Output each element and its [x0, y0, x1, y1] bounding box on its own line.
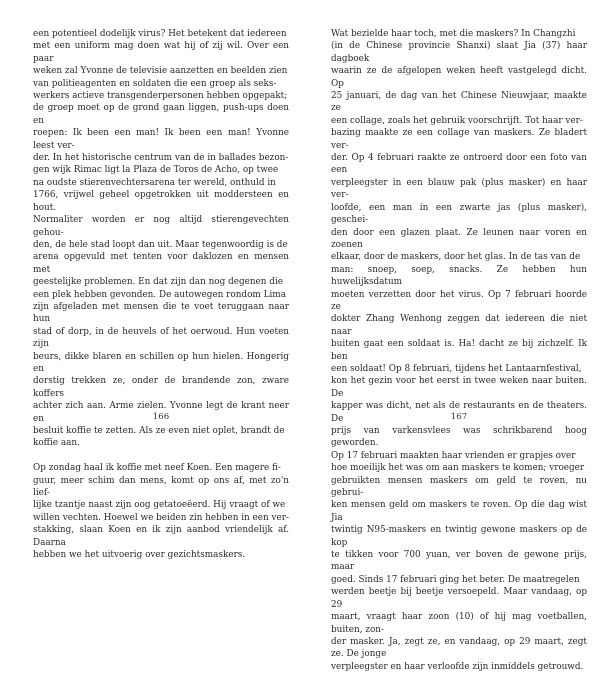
left-page-number: 166 [152, 412, 170, 422]
left-page [33, 28, 289, 561]
right-page-number: 167 [450, 412, 468, 422]
right-paragraph-1: Wat bezielde haar toch, met die maskers? In Changzhi (in de Chinese provincie Shanxi) slaat Jia (37) haar dagboek waarin ze de afgelopen weken heeft vastgelegd dicht. Op 25 januari, de dag van het Chinese Nieuwjaar, maakte ze een collage, zoals het gebruik voorschrijft. Tot haar ver- bazing maakte ze een collage van maskers. Ze bladert ver- der. Op 4 februari raakte ze ontroerd door een foto van een verpleegster in een blauw pak (plus masker) en haar ver- loofde, een man in een zwarte jas (plus masker), geschei- den door een glazen plaat. Ze leunen naar voren en zoenen elkaar, door de maskers, door het glas. In de tas van de man: snoep, soep, snacks. Ze hebben hun huwelijksdatum moeten verzetten door het virus. Op 7 februari hoorde ze dokter Zhang Wenhong zeggen dat iedereen die niet naar buiten gaat een soldaat is. Ha! dacht ze bij zichzelf. Ik ben een soldaat! Op 8 februari, tijdens het Lantaarnfestival, kon het gezin voor het eerst in twee weken naar buiten. De kapper was dicht, net als de restaurants en de theaters. De prijs van varkensvlees was schrikbarend hoog geworden. Op 17 februari maakten haar vrienden er grapjes over hoe moeilijk het was om aan maskers te komen; vroeger gebruikten mensen maskers om geld te roven, nu gebrui- ken mensen geld om maskers te roven. Op die dag wist Jia twintig N95-maskers en twintig gewone maskers op de kop te tikken voor 700 yuan, ver boven de gewone prijs, maar goed. Sinds 17 februari ging het beter. De maatregelen werden beetje bij beetje versoepeld. Maar vandaag, op 29 maart, vraagt haar zoon (10) of hij mag voetballen, buiten, zon- der masker. Ja, zegt ze, en vandaag, op 29 maart, zegt ze. De jonge verpleegster en haar verloofde zijn inmiddels getrouwd. [331, 29, 587, 672]
left-paragraph-1: een potentieel dodelijk virus? Het betekent dat iedereen met een uniform mag doen wat hij of zij wil. Over een paar weken zal Yvonne de televisie aanzetten en beelden zien van politieagenten en soldaten die een groep als seks- werkers actieve transgenderpersonen hebben opgepakt; de groep moet op de grond gaan liggen, push-ups doen en roepen: Ik been een man! Ik been een man! Yvonne leest ver- der. In het historische centrum van de in ballades bezon- gen wijk Rimac ligt la Plaza de Toros de Acho, op twee na oudste stierenvechtersarena ter wereld, onthuld in 1766, vrijwel geheel opgetrokken uit moddersteen en hout. Normaliter worden er nog altijd stierengevechten gehou- den, de hele stad loopt dan uit. Maar tegenwoordig is de arena opgevuld met tenten voor daklozen en mensen met geestelijke problemen. En dat zijn dan nog degenen die een plek hebben gevonden. De autowegen rondom Lima zijn afgeladen met mensen die te voet teruggaan naar hun stad of dorp, in de heuvels of het oerwoud. Hun voeten zijn beurs, dikke blaren en schillen op hun hielen. Hongerig en dorstig trekken ze, onder de brandende zon, zware koffers achter zich aan. Arme zielen. Yvonne legt de krant neer en besluit koffie te zetten. Als ze even niet oplet, brandt de koffie aan. [33, 29, 289, 449]
right-page-body [331, 28, 587, 673]
left-page-body [33, 28, 289, 561]
right-page [331, 28, 587, 672]
left-paragraph-2: Op zondag haal ik koffie met neef Koen. Een magere fi- guur, meer schim dan mens, komt op ons af, met zo'n lief- lijke tzantje naast zijn oog getatoeëerd. Hij vraagt of we willen vechten. Hoewel we beiden zin hebben in een ver- stakking, slaan Koen en ik zijn aanbod vriendelijk af. Daarna hebben we het uitvoerig over gezichtsmaskers. [33, 463, 289, 561]
